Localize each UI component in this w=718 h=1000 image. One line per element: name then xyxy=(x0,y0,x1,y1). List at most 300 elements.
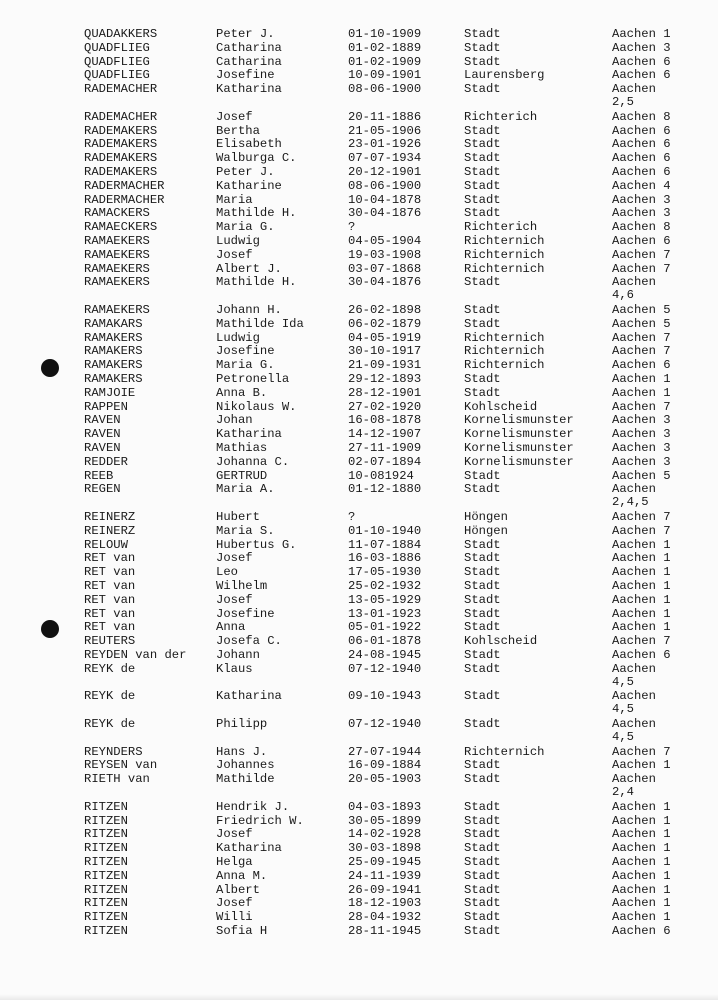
birth-date-cell: 30-05-1899 xyxy=(348,813,422,828)
surname-cell: RITZEN xyxy=(84,799,128,814)
residence-cell: Aachen 1 xyxy=(612,27,671,41)
residence-cell: Aachen xyxy=(612,82,656,97)
given-name-cell: Josefine xyxy=(216,606,275,621)
residence-cell: Aachen 1 xyxy=(612,910,671,925)
surname-cell: RAMAKERS xyxy=(84,344,143,359)
residence-cell: Aachen 3 xyxy=(612,40,671,55)
record-row xyxy=(0,842,718,855)
residence-cell: Aachen 1 xyxy=(612,579,671,593)
surname-cell: RAVEN xyxy=(84,441,121,455)
birth-date-cell: ? xyxy=(348,220,356,235)
birth-place-cell: Stadt xyxy=(464,689,501,704)
birth-place-cell: Stadt xyxy=(464,372,501,386)
birth-place-cell: Stadt xyxy=(464,592,501,607)
page-edge xyxy=(0,994,718,1000)
birth-date-cell: 01-02-1889 xyxy=(348,40,422,55)
birth-date-cell: 07-12-1940 xyxy=(348,661,422,676)
record-row xyxy=(0,28,718,41)
record-row xyxy=(0,456,718,469)
record-row xyxy=(0,772,718,800)
residence-extra-cell: 4,6 xyxy=(612,288,634,303)
residence-cell: Aachen 6 xyxy=(612,54,671,69)
given-name-cell: Catharina xyxy=(216,54,282,69)
birth-place-cell: Stadt xyxy=(464,40,501,55)
record-row xyxy=(0,746,718,759)
given-name-cell: Johannes xyxy=(216,758,275,773)
given-name-cell: Maria S. xyxy=(216,523,275,538)
birth-date-cell: 26-02-1898 xyxy=(348,303,422,317)
given-name-cell: Mathilde xyxy=(216,772,275,787)
residence-extra-cell: 4,5 xyxy=(612,730,634,744)
record-row xyxy=(0,482,718,510)
residence-cell: Aachen 1 xyxy=(612,827,671,842)
birth-place-cell: Stadt xyxy=(464,868,501,883)
residence-cell: Aachen 1 xyxy=(612,592,671,607)
residence-cell: Aachen 6 xyxy=(612,165,671,179)
birth-date-cell: 14-12-1907 xyxy=(348,427,422,442)
record-row xyxy=(0,42,718,55)
birth-date-cell: 03-07-1868 xyxy=(348,261,422,276)
residence-cell: Aachen 6 xyxy=(612,123,671,138)
given-name-cell: Katharina xyxy=(216,841,282,856)
residence-cell: Aachen xyxy=(612,772,656,787)
residence-cell: Aachen 5 xyxy=(612,316,671,331)
surname-cell: REYK de xyxy=(84,717,136,731)
birth-date-cell: 16-03-1886 xyxy=(348,551,422,566)
residence-cell: Aachen 1 xyxy=(612,372,671,386)
surname-cell: RITZEN xyxy=(84,827,128,842)
record-row xyxy=(0,387,718,400)
record-row xyxy=(0,594,718,607)
surname-cell: RET van xyxy=(84,579,136,593)
record-row xyxy=(0,442,718,455)
birth-date-cell: 01-10-1940 xyxy=(348,523,422,538)
birth-place-cell: Stadt xyxy=(464,316,501,331)
surname-cell: QUADFLIEG xyxy=(84,68,150,83)
surname-cell: RAVEN xyxy=(84,427,121,442)
birth-date-cell: 28-04-1932 xyxy=(348,910,422,925)
birth-date-cell: 24-08-1945 xyxy=(348,648,422,662)
residence-cell: Aachen 3 xyxy=(612,441,671,455)
birth-date-cell: 27-11-1909 xyxy=(348,441,422,455)
birth-date-cell: 30-04-1876 xyxy=(348,206,422,221)
record-row xyxy=(0,207,718,220)
birth-place-cell: Stadt xyxy=(464,178,501,193)
birth-place-cell: Stadt xyxy=(464,385,501,400)
given-name-cell: Hendrik J. xyxy=(216,799,290,814)
surname-cell: RAMAKERS xyxy=(84,358,143,373)
birth-date-cell: 30-10-1917 xyxy=(348,344,422,359)
surname-cell: RET van xyxy=(84,620,136,635)
birth-place-cell: Stadt xyxy=(464,192,501,207)
surname-cell: RAMAEKERS xyxy=(84,303,150,317)
residence-cell: Aachen 8 xyxy=(612,109,671,124)
birth-date-cell: 01-02-1909 xyxy=(348,54,422,69)
record-row xyxy=(0,897,718,910)
given-name-cell: Johanna C. xyxy=(216,454,290,469)
residence-cell: Aachen 6 xyxy=(612,137,671,152)
birth-place-cell: Stadt xyxy=(464,551,501,566)
surname-cell: RET van xyxy=(84,551,136,566)
record-row xyxy=(0,815,718,828)
residence-cell: Aachen 7 xyxy=(612,261,671,276)
record-row xyxy=(0,717,718,744)
birth-place-cell: Richternich xyxy=(464,744,545,759)
given-name-cell: Josef xyxy=(216,551,253,566)
record-row xyxy=(0,263,718,276)
birth-date-cell: 13-01-1923 xyxy=(348,606,422,621)
birth-place-cell: Stadt xyxy=(464,206,501,221)
birth-place-cell: Richternich xyxy=(464,344,545,359)
residence-cell: Aachen 1 xyxy=(612,868,671,883)
record-row xyxy=(0,525,718,538)
surname-cell: RADEMAKERS xyxy=(84,151,158,166)
residence-cell: Aachen 6 xyxy=(612,924,671,938)
record-row xyxy=(0,152,718,165)
surname-cell: RADEMACHER xyxy=(84,82,158,97)
given-name-cell: Josefine xyxy=(216,344,275,359)
surname-cell: RAVEN xyxy=(84,413,121,428)
record-row xyxy=(0,511,718,524)
birth-date-cell: 08-06-1900 xyxy=(348,82,422,97)
record-row xyxy=(0,235,718,248)
birth-date-cell: 08-06-1900 xyxy=(348,178,422,193)
surname-cell: RAPPEN xyxy=(84,399,128,414)
record-row xyxy=(0,414,718,427)
surname-cell: RADERMACHER xyxy=(84,192,165,207)
birth-date-cell: 26-09-1941 xyxy=(348,882,422,897)
birth-place-cell: Höngen xyxy=(464,523,508,538)
surname-cell: RAMJOIE xyxy=(84,385,136,400)
residence-cell: Aachen 1 xyxy=(612,385,671,400)
residence-cell: Aachen 3 xyxy=(612,413,671,428)
birth-place-cell: Stadt xyxy=(464,661,501,676)
surname-cell: QUADAKKERS xyxy=(84,27,158,41)
given-name-cell: Katharina xyxy=(216,427,282,442)
given-name-cell: Albert J. xyxy=(216,261,282,276)
record-row xyxy=(0,69,718,82)
given-name-cell: Maria G. xyxy=(216,358,275,373)
residence-cell: Aachen 1 xyxy=(612,855,671,869)
residence-cell: Aachen xyxy=(612,717,656,731)
birth-date-cell: 16-09-1884 xyxy=(348,758,422,773)
surname-cell: RAMACKERS xyxy=(84,206,150,221)
given-name-cell: Mathilde H. xyxy=(216,206,297,221)
given-name-cell: Josef xyxy=(216,827,253,842)
residence-extra-cell: 4,5 xyxy=(612,674,634,689)
given-name-cell: Hubert xyxy=(216,510,260,524)
birth-place-cell: Stadt xyxy=(464,910,501,925)
surname-cell: RADEMACHER xyxy=(84,109,158,124)
birth-date-cell: 27-07-1944 xyxy=(348,744,422,759)
given-name-cell: Bertha xyxy=(216,123,260,138)
residence-cell: Aachen 6 xyxy=(612,648,671,662)
residence-cell: Aachen xyxy=(612,482,656,497)
birth-date-cell: 09-10-1943 xyxy=(348,689,422,704)
surname-cell: RAMAEKERS xyxy=(84,261,150,276)
birth-date-cell: 28-11-1945 xyxy=(348,924,422,938)
given-name-cell: Petronella xyxy=(216,372,290,386)
record-row xyxy=(0,566,718,579)
surname-cell: REYNDERS xyxy=(84,744,143,759)
surname-cell: REYSEN van xyxy=(84,758,158,773)
record-row xyxy=(0,180,718,193)
birth-date-cell: 28-12-1901 xyxy=(348,385,422,400)
given-name-cell: Anna xyxy=(216,620,246,635)
surname-cell: RAMAECKERS xyxy=(84,220,158,235)
record-row xyxy=(0,911,718,924)
birth-place-cell: Kornelismunster xyxy=(464,441,574,455)
record-row xyxy=(0,608,718,621)
surname-cell: RITZEN xyxy=(84,896,128,911)
birth-place-cell: Stadt xyxy=(464,468,501,483)
surname-cell: RADEMAKERS xyxy=(84,165,158,179)
given-name-cell: Hubertus G. xyxy=(216,537,297,552)
birth-place-cell: Stadt xyxy=(464,151,501,166)
birth-place-cell: Richterich xyxy=(464,109,538,124)
record-row xyxy=(0,138,718,151)
given-name-cell: Ludwig xyxy=(216,234,260,248)
birth-place-cell: Richternich xyxy=(464,234,545,248)
birth-place-cell: Stadt xyxy=(464,827,501,842)
residence-cell: Aachen 7 xyxy=(612,523,671,538)
residence-cell: Aachen 6 xyxy=(612,358,671,373)
given-name-cell: Friedrich W. xyxy=(216,813,304,828)
given-name-cell: Katharine xyxy=(216,178,282,193)
given-name-cell: Mathilde Ida xyxy=(216,316,304,331)
given-name-cell: Walburga C. xyxy=(216,151,297,166)
given-name-cell: Peter J. xyxy=(216,165,275,179)
birth-place-cell: Stadt xyxy=(464,123,501,138)
residence-cell: Aachen 3 xyxy=(612,454,671,469)
record-row xyxy=(0,373,718,386)
record-row xyxy=(0,56,718,69)
residence-cell: Aachen 1 xyxy=(612,537,671,552)
surname-cell: REEB xyxy=(84,468,114,483)
birth-date-cell: 24-11-1939 xyxy=(348,868,422,883)
given-name-cell: Willi xyxy=(216,910,253,925)
record-row xyxy=(0,428,718,441)
surname-cell: RADERMACHER xyxy=(84,178,165,193)
record-row xyxy=(0,194,718,207)
residence-cell: Aachen 1 xyxy=(612,896,671,911)
birth-date-cell: 05-01-1922 xyxy=(348,620,422,635)
birth-date-cell: 10-04-1878 xyxy=(348,192,422,207)
given-name-cell: Johann xyxy=(216,648,260,662)
record-row xyxy=(0,345,718,358)
birth-date-cell: 07-07-1934 xyxy=(348,151,422,166)
birth-date-cell: 30-04-1876 xyxy=(348,275,422,290)
given-name-cell: GERTRUD xyxy=(216,468,268,483)
given-name-cell: Catharina xyxy=(216,40,282,55)
given-name-cell: Mathias xyxy=(216,441,268,455)
given-name-cell: Katharina xyxy=(216,82,282,97)
record-row xyxy=(0,318,718,331)
residence-cell: Aachen 7 xyxy=(612,344,671,359)
given-name-cell: Wilhelm xyxy=(216,579,268,593)
birth-place-cell: Stadt xyxy=(464,758,501,773)
birth-place-cell: Stadt xyxy=(464,537,501,552)
birth-place-cell: Stadt xyxy=(464,841,501,856)
record-row xyxy=(0,661,718,689)
record-row xyxy=(0,621,718,634)
birth-place-cell: Stadt xyxy=(464,275,501,290)
birth-date-cell: 10-081924 xyxy=(348,468,414,483)
residence-cell: Aachen 7 xyxy=(612,744,671,759)
surname-cell: REUTERS xyxy=(84,634,136,649)
given-name-cell: Josef xyxy=(216,109,253,124)
birth-date-cell: 02-07-1894 xyxy=(348,454,422,469)
birth-place-cell: Stadt xyxy=(464,620,501,635)
residence-cell: Aachen xyxy=(612,275,656,290)
surname-cell: RAMAKARS xyxy=(84,316,143,331)
birth-place-cell: Richterich xyxy=(464,220,538,235)
birth-place-cell: Stadt xyxy=(464,482,501,497)
birth-date-cell: 20-11-1886 xyxy=(348,109,422,124)
residence-cell: Aachen 7 xyxy=(612,510,671,524)
record-row xyxy=(0,580,718,593)
surname-cell: RITZEN xyxy=(84,841,128,856)
surname-cell: RAMAKERS xyxy=(84,330,143,345)
residence-cell: Aachen 1 xyxy=(612,799,671,814)
surname-cell: RADEMAKERS xyxy=(84,137,158,152)
surname-cell: RAMAEKERS xyxy=(84,275,150,290)
surname-cell: RAMAKERS xyxy=(84,372,143,386)
birth-date-cell: 16-08-1878 xyxy=(348,413,422,428)
given-name-cell: Philipp xyxy=(216,717,268,731)
birth-date-cell: 18-12-1903 xyxy=(348,896,422,911)
given-name-cell: Johan xyxy=(216,413,253,428)
birth-date-cell: 04-05-1904 xyxy=(348,234,422,248)
given-name-cell: Leo xyxy=(216,565,238,580)
surname-cell: RET van xyxy=(84,592,136,607)
residence-cell: Aachen 1 xyxy=(612,841,671,856)
record-row xyxy=(0,635,718,648)
birth-date-cell: 17-05-1930 xyxy=(348,565,422,580)
record-row xyxy=(0,689,718,717)
surname-cell: REDDER xyxy=(84,454,128,469)
record-row xyxy=(0,166,718,179)
birth-date-cell: 04-05-1919 xyxy=(348,330,422,345)
given-name-cell: Josef xyxy=(216,247,253,262)
residence-cell: Aachen 8 xyxy=(612,220,671,235)
birth-date-cell: 04-03-1893 xyxy=(348,799,422,814)
birth-place-cell: Richternich xyxy=(464,358,545,373)
residence-cell: Aachen 1 xyxy=(612,620,671,635)
residence-cell: Aachen 5 xyxy=(612,468,671,483)
birth-date-cell: 07-12-1940 xyxy=(348,717,422,731)
birth-place-cell: Kohlscheid xyxy=(464,399,538,414)
residence-extra-cell: 4,5 xyxy=(612,702,634,717)
birth-date-cell: 10-09-1901 xyxy=(348,68,422,83)
residence-cell: Aachen 6 xyxy=(612,151,671,166)
given-name-cell: Maria A. xyxy=(216,482,275,497)
surname-cell: RADEMAKERS xyxy=(84,123,158,138)
birth-place-cell: Stadt xyxy=(464,896,501,911)
given-name-cell: Josef xyxy=(216,896,253,911)
residence-cell: Aachen 1 xyxy=(612,606,671,621)
residence-cell: Aachen 3 xyxy=(612,192,671,207)
surname-cell: RET van xyxy=(84,606,136,621)
record-row xyxy=(0,552,718,565)
surname-cell: REYK de xyxy=(84,661,136,676)
birth-place-cell: Stadt xyxy=(464,27,501,41)
birth-place-cell: Stadt xyxy=(464,648,501,662)
residence-cell: Aachen 1 xyxy=(612,758,671,773)
birth-place-cell: Stadt xyxy=(464,54,501,69)
record-row xyxy=(0,470,718,483)
residence-extra-cell: 2,4 xyxy=(612,785,634,800)
birth-date-cell: 20-12-1901 xyxy=(348,165,422,179)
residence-cell: Aachen xyxy=(612,689,656,704)
birth-date-cell: 23-01-1926 xyxy=(348,137,422,152)
surname-cell: REYK de xyxy=(84,689,136,704)
birth-date-cell: 27-02-1920 xyxy=(348,399,422,414)
given-name-cell: Elisabeth xyxy=(216,137,282,152)
surname-cell: RITZEN xyxy=(84,868,128,883)
given-name-cell: Anna M. xyxy=(216,868,268,883)
birth-place-cell: Stadt xyxy=(464,137,501,152)
birth-date-cell: 01-10-1909 xyxy=(348,27,422,41)
birth-place-cell: Laurensberg xyxy=(464,68,545,83)
birth-place-cell: Kornelismunster xyxy=(464,454,574,469)
residence-cell: Aachen 4 xyxy=(612,178,671,193)
record-row xyxy=(0,539,718,552)
birth-date-cell: 06-02-1879 xyxy=(348,316,422,331)
record-row xyxy=(0,649,718,662)
surname-cell: REINERZ xyxy=(84,510,136,524)
surname-cell: RAMAEKERS xyxy=(84,234,150,248)
residence-cell: Aachen 1 xyxy=(612,882,671,897)
residence-extra-cell: 2,5 xyxy=(612,95,634,110)
residence-cell: Aachen 1 xyxy=(612,565,671,580)
birth-date-cell: 20-05-1903 xyxy=(348,772,422,787)
record-row xyxy=(0,359,718,372)
surname-cell: REINERZ xyxy=(84,523,136,538)
surname-cell: RITZEN xyxy=(84,855,128,869)
surname-cell: RITZEN xyxy=(84,813,128,828)
birth-place-cell: Richternich xyxy=(464,261,545,276)
birth-place-cell: Stadt xyxy=(464,165,501,179)
given-name-cell: Josefine xyxy=(216,68,275,83)
record-row xyxy=(0,332,718,345)
surname-cell: RITZEN xyxy=(84,910,128,925)
surname-cell: QUADFLIEG xyxy=(84,54,150,69)
birth-date-cell: 29-12-1893 xyxy=(348,372,422,386)
birth-place-cell: Stadt xyxy=(464,303,501,317)
birth-place-cell: Stadt xyxy=(464,772,501,787)
record-row xyxy=(0,125,718,138)
birth-place-cell: Kornelismunster xyxy=(464,413,574,428)
residence-extra-cell: 2,4,5 xyxy=(612,495,649,510)
residence-cell: Aachen 3 xyxy=(612,427,671,442)
residence-cell: Aachen 3 xyxy=(612,206,671,221)
given-name-cell: Josefa C. xyxy=(216,634,282,649)
record-row xyxy=(0,828,718,841)
given-name-cell: Sofia H xyxy=(216,924,268,938)
surname-cell: REGEN xyxy=(84,482,121,497)
given-name-cell: Peter J. xyxy=(216,27,275,41)
birth-place-cell: Stadt xyxy=(464,799,501,814)
residence-cell: Aachen 6 xyxy=(612,68,671,83)
record-row xyxy=(0,759,718,772)
birth-date-cell: 06-01-1878 xyxy=(348,634,422,649)
birth-date-cell: ? xyxy=(348,510,356,524)
record-row xyxy=(0,870,718,883)
birth-place-cell: Kornelismunster xyxy=(464,427,574,442)
given-name-cell: Ludwig xyxy=(216,330,260,345)
birth-place-cell: Höngen xyxy=(464,510,508,524)
